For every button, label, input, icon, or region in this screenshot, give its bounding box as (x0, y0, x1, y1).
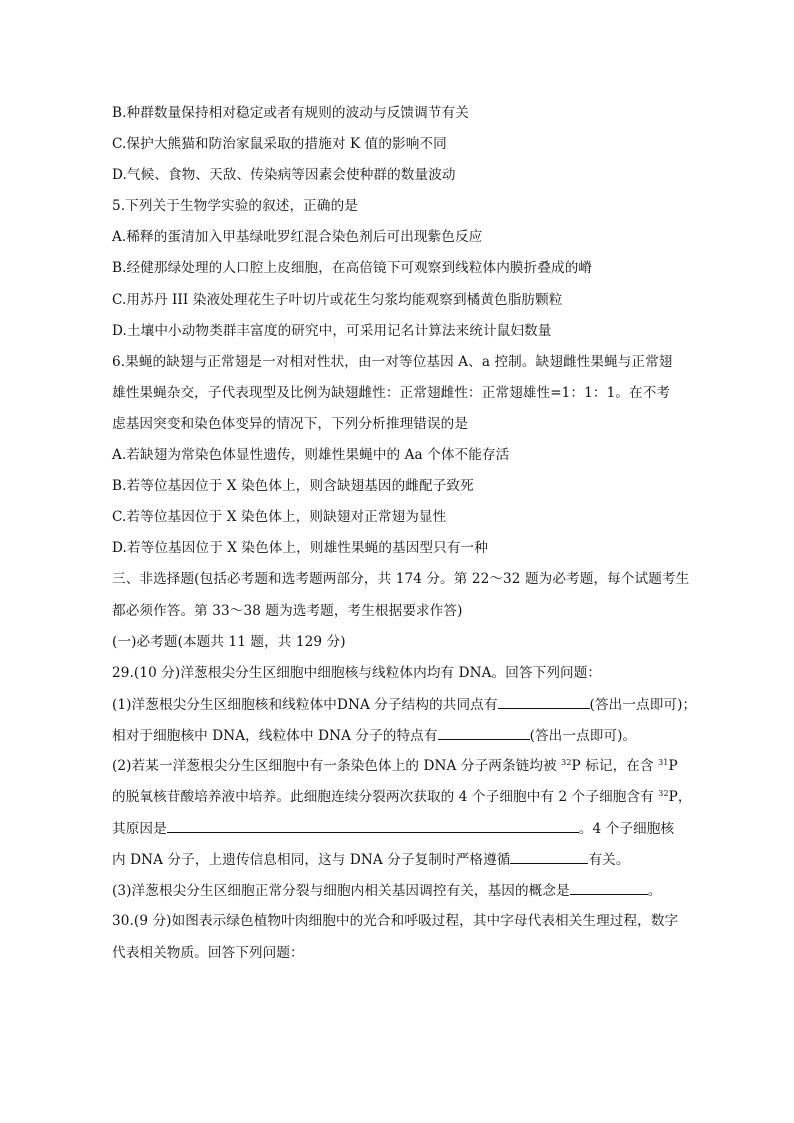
text-segment: D.气候、食物、天敌、传染病等因素会使种群的数量波动 (112, 167, 456, 184)
text-segment: 虑基因突变和染色体变异的情况下，下列分析推理错误的是 (112, 415, 469, 432)
text-segment: 。 (647, 883, 662, 900)
text-line (112, 164, 712, 195)
isotope-superscript: 31 (658, 757, 669, 767)
text-segment: 30.(9 分)如图表示绿色植物叶肉细胞中的光合和呼吸过程，其中字母代表相关生理过程，数字 (112, 913, 679, 930)
text-segment: 相对于细胞核中 DNA，线粒体中 DNA 分子的特点有 (112, 727, 438, 744)
text-segment: 内 DNA 分子，上遗传信息相同，这与 DNA 分子复制时严格遵循 (112, 852, 511, 869)
text-line (112, 755, 712, 786)
text-segment: 有关。 (588, 852, 630, 869)
text-segment: A.若缺翅为常染色体显性遗传，则雄性果蝇中的 Aa 个体不能存活 (112, 447, 510, 464)
text-segment: D.土壤中小动物类群丰富度的研究中，可采用记名计算法来统计鼠妇数量 (112, 322, 552, 339)
isotope-superscript: 32 (561, 757, 572, 767)
text-segment: 三、非选择题(包括必考题和选考题两部分，共 174 分。第 22～32 题为必考题，每个试题考生 (112, 571, 690, 588)
text-line (112, 351, 712, 382)
text-line (112, 226, 712, 257)
text-segment: C.用苏丹 III 染液处理花生子叶切片或花生匀浆均能观察到橘黄色脂肪颗粒 (112, 291, 563, 308)
text-line (112, 693, 712, 724)
text-segment: B.若等位基因位于 X 染色体上，则含缺翅基因的雌配子致死 (112, 478, 474, 495)
text-segment: (2)若某一洋葱根尖分生区细胞中有一条染色体上的 DNA 分子两条链均被 (112, 757, 562, 774)
text-line (112, 662, 712, 693)
text-segment: (一)必考题(本题共 11 题，共 129 分) (112, 633, 346, 650)
answer-blank[interactable] (510, 848, 588, 864)
text-segment: 5.下列关于生物学实验的叙述，正确的是 (112, 198, 358, 215)
text-segment: D.若等位基因位于 X 染色体上，则雄性果蝇的基因型只有一种 (112, 540, 488, 557)
text-segment: 6.果蝇的缺翅与正常翅是一对相对性状，由一对等位基因 A、a 控制。缺翅雌性果蝇与正常翅 (112, 353, 673, 370)
text-segment: (答出一点即可)； (589, 696, 697, 713)
text-segment: 代表相关物质。回答下列问题： (112, 944, 304, 961)
text-line (112, 102, 712, 133)
answer-blank[interactable] (438, 724, 530, 740)
text-segment: 雄性果蝇杂交，子代表现型及比例为缺翅雌性：正常翅雌性：正常翅雄性=1：1：1。在不考 (112, 384, 671, 401)
answer-blank[interactable] (570, 879, 648, 895)
text-segment: A.稀释的蛋清加入甲基绿吡罗红混合染色剂后可出现紫色反应 (112, 229, 483, 246)
text-line (112, 289, 712, 320)
text-segment: 都必须作答。第 33～38 题为选考题，考生根据要求作答) (112, 602, 463, 619)
text-line (112, 195, 712, 226)
text-segment: B.种群数量保持相对稳定或者有规则的波动与反馈调节有关 (112, 105, 469, 121)
text-segment: 其原因是 (112, 821, 167, 838)
text-line (112, 942, 712, 973)
answer-blank[interactable] (498, 693, 590, 709)
text-segment: P (668, 757, 678, 774)
isotope-superscript: 32 (658, 789, 669, 799)
text-line (112, 133, 712, 164)
text-line (112, 320, 712, 351)
text-line (112, 724, 712, 755)
document-page (112, 102, 712, 973)
text-segment: (1)洋葱根尖分生区细胞核和线粒体中DNA 分子结构的共同点有 (112, 696, 498, 713)
text-line (112, 600, 712, 631)
text-segment: (答出一点即可)。 (529, 727, 637, 744)
text-line (112, 506, 712, 537)
text-line (112, 475, 712, 506)
text-line (112, 444, 712, 475)
text-line (112, 848, 712, 879)
text-segment: 的脱氧核苷酸培养液中培养。此细胞连续分裂两次获取的 4 个子细胞中有 2 个子细胞含有 (112, 789, 659, 806)
text-line (112, 257, 712, 288)
text-line (112, 786, 712, 817)
text-segment: (3)洋葱根尖分生区细胞正常分裂与细胞内相关基因调控有关，基因的概念是 (112, 883, 570, 900)
text-segment: 29.(10 分)洋葱根尖分生区细胞中细胞核与线粒体内均有 DNA。回答下列问题： (112, 664, 602, 681)
text-line (112, 879, 712, 910)
text-segment: B.经健那绿处理的人口腔上皮细胞，在高倍镜下可观察到线粒体内膜折叠成的嵴 (112, 260, 593, 277)
text-segment: C.若等位基因位于 X 染色体上，则缺翅对正常翅为显性 (112, 509, 447, 526)
text-segment: 。4 个子细胞核 (578, 821, 675, 838)
answer-blank[interactable] (167, 817, 579, 833)
text-segment: C.保护大熊猫和防治家鼠采取的措施对 K 值的影响不同 (112, 136, 447, 153)
text-line (112, 537, 712, 568)
text-line (112, 631, 712, 662)
text-segment: P， (668, 789, 692, 806)
text-segment: P 标记，在含 (571, 757, 659, 774)
text-line (112, 910, 712, 941)
text-line (112, 413, 712, 444)
text-line (112, 382, 712, 413)
text-line (112, 568, 712, 599)
text-line (112, 817, 712, 848)
